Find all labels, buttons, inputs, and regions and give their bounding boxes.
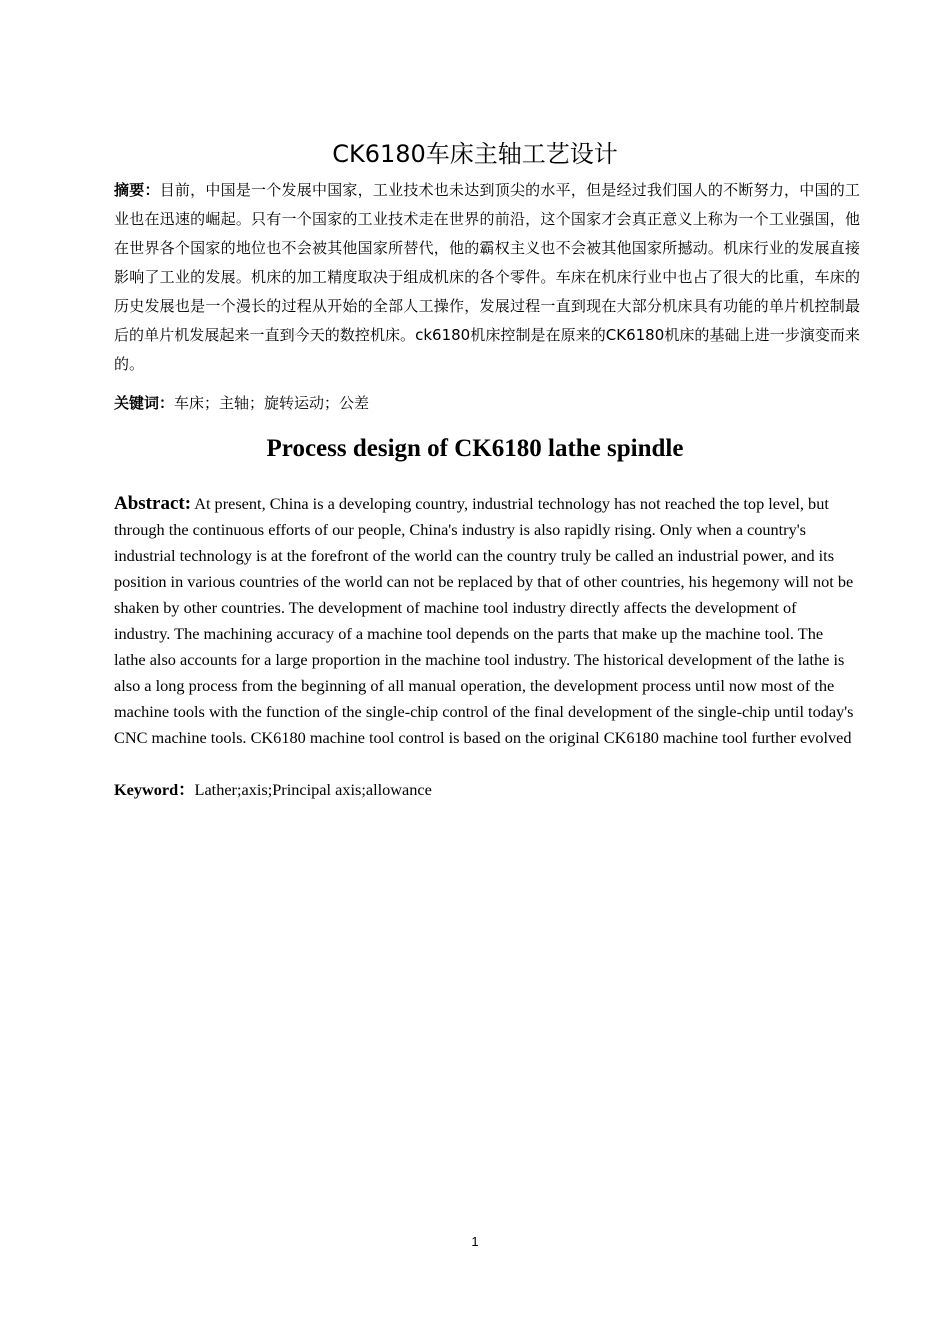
english-keywords <box>114 777 856 803</box>
chinese-abstract-label: 摘要： <box>114 181 160 199</box>
chinese-keywords-text: 车床；主轴；旋转运动；公差 <box>174 394 370 412</box>
english-keywords-label: Keyword： <box>114 780 195 799</box>
chinese-keywords-label: 关键词： <box>114 394 175 412</box>
chinese-abstract <box>114 176 860 379</box>
chinese-abstract-text: 目前，中国是一个发展中国家，工业技术也未达到顶尖的水平，但是经过我们国人的不断努力，中国的工业也在迅速的崛起。只有一个国家的工业技术走在世界的前沿，这个国家才会真正意义上称为一个工业强国，他在世界各个国家的地位也不会被其他国家所替代，他的霸权主义也不会被其他国家所撼动。机床行业的发展直接影响了工业的发展。机床的加工精度取决于组成机床的各个零件。车床在机床行业中也占了很大的比重，车床的历史发展也是一个漫长的过程从开始的全部人工操作，发展过程一直到现在大部分机床具有功能的单片机控制最后的单片机发展起来一直到今天的数控机床。ck6180机床控制是在原来的CK6180机床的基础上进一步演变而来的。 <box>114 181 860 373</box>
english-abstract-text: At present, China is a developing country, industrial technology has not reached the top level, but through the continuous efforts of our people, China's industry is also rapidly rising. Only when a country's industrial technology is at the forefront of the world can the country truly be called an industrial power, and its position in various countries of the world can not be replaced by that of other countries, his hegemony will not be shaken by other countries. The development of machine tool industry directly affects the development of industry. The machining accuracy of a machine tool depends on the parts that make up the machine tool. The lathe also accounts for a large proportion in the machine tool industry. The historical development of the lathe is also a long process from the beginning of all manual operation, the development process until now most of the machine tools with the function of the single-chip control of the final development of the single-chip until today's CNC machine tools. CK6180 machine tool control is based on the original CK6180 machine tool further evolved <box>114 494 854 747</box>
english-keywords-text: Lather;axis;Principal axis;allowance <box>194 780 432 799</box>
english-title: Process design of CK6180 lathe spindle <box>266 435 684 462</box>
chinese-keywords <box>114 390 860 416</box>
page-number: 1 <box>471 1234 479 1249</box>
chinese-title: CK6180车床主轴工艺设计 <box>332 140 618 168</box>
english-abstract-label: Abstract: <box>114 493 192 514</box>
english-abstract <box>114 491 856 751</box>
